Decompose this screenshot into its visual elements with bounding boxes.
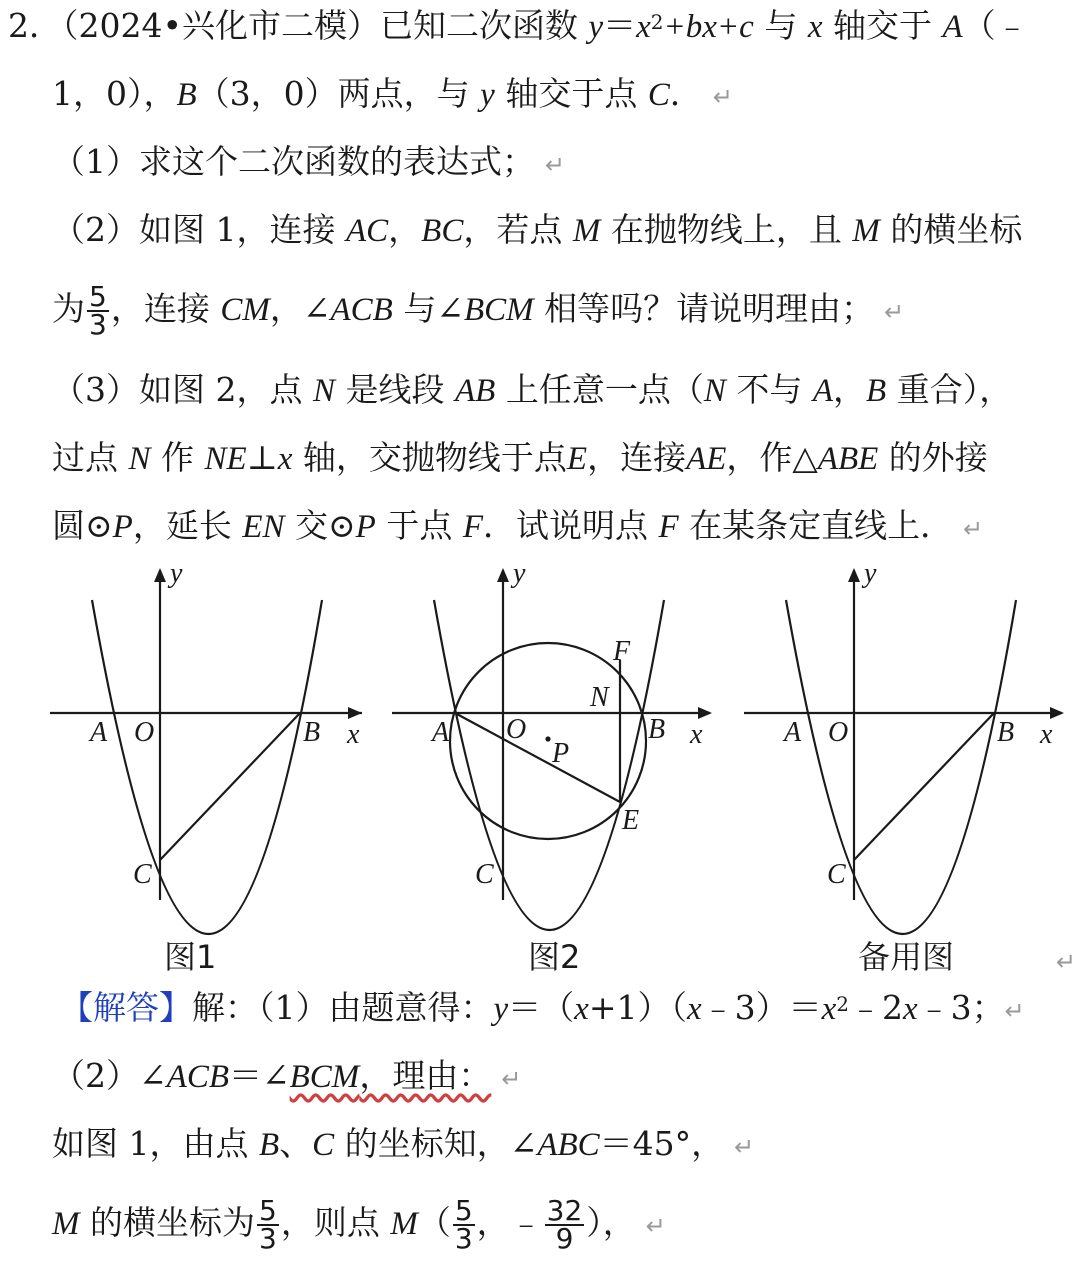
var: N bbox=[128, 441, 151, 477]
fraction-numerator: 5 bbox=[259, 1194, 277, 1227]
text: 上任意一点（ bbox=[505, 370, 704, 409]
segment-BC bbox=[160, 713, 300, 860]
x-axis-arrow-icon bbox=[348, 707, 362, 719]
text: ＝（ bbox=[508, 988, 575, 1027]
solution-line-2 bbox=[52, 1056, 521, 1099]
var: N bbox=[703, 373, 726, 409]
label-O: O bbox=[134, 717, 155, 748]
var: M bbox=[852, 213, 880, 249]
label-C: C bbox=[827, 859, 846, 890]
return-mark-icon: ↵ bbox=[1004, 997, 1025, 1025]
var: P bbox=[355, 509, 376, 545]
figures bbox=[0, 560, 1080, 940]
label-C: C bbox=[133, 859, 152, 890]
var: y bbox=[493, 991, 509, 1027]
solution-line-1 bbox=[60, 988, 1025, 1031]
label-F: F bbox=[613, 636, 631, 667]
fraction-denominator: 3 bbox=[259, 1222, 277, 1255]
text: 轴交于 bbox=[833, 6, 932, 45]
point-P bbox=[545, 736, 550, 741]
text: （2）∠ bbox=[52, 1056, 167, 1095]
text: 与 bbox=[764, 6, 798, 45]
text: 重合）， bbox=[896, 370, 1013, 409]
y-axis-arrow-icon bbox=[497, 568, 509, 582]
fraction-numerator: 32 bbox=[546, 1194, 583, 1227]
var: ABE bbox=[817, 441, 879, 477]
text: ＝45°， bbox=[599, 1124, 725, 1163]
var: F bbox=[462, 509, 483, 545]
part1-line bbox=[52, 142, 565, 185]
text: 、 bbox=[279, 1124, 313, 1163]
text: ）， bbox=[586, 1203, 636, 1242]
problem-number: 2． bbox=[8, 6, 62, 45]
text: 在抛物线上，且 bbox=[610, 210, 842, 249]
text: ，若点 bbox=[463, 210, 563, 249]
fraction bbox=[87, 280, 109, 341]
label-y: y bbox=[170, 560, 183, 589]
text: ，作△ bbox=[726, 438, 818, 477]
label-O: O bbox=[506, 714, 527, 745]
text: ． bbox=[669, 74, 703, 113]
segment-BC bbox=[854, 713, 994, 860]
text: +1）（ bbox=[588, 988, 687, 1027]
text: 轴，交抛物线于点 bbox=[302, 438, 567, 477]
var: x bbox=[821, 991, 837, 1027]
segment-AE bbox=[455, 713, 620, 802]
text: ＝ bbox=[603, 6, 637, 45]
y-axis-arrow-icon bbox=[154, 568, 166, 582]
text: 于点 bbox=[386, 506, 453, 545]
text: （﹣ bbox=[962, 6, 1029, 45]
return-mark-icon: ↵ bbox=[501, 1065, 522, 1093]
text: 不与 bbox=[736, 370, 803, 409]
return-mark-icon: ↵ bbox=[1056, 948, 1077, 976]
figure-1 bbox=[50, 560, 362, 934]
label-N: N bbox=[590, 682, 609, 713]
var: A bbox=[812, 373, 834, 409]
text: 1，0）， bbox=[52, 74, 177, 113]
text: ．试说明点 bbox=[483, 506, 648, 545]
var: BC bbox=[421, 213, 464, 249]
text: 如图 1，由点 bbox=[52, 1124, 249, 1163]
text: （2）如图 1，连接 bbox=[52, 210, 336, 249]
var: ACB bbox=[166, 1059, 229, 1095]
solution-tag: 【解答】 bbox=[60, 988, 192, 1027]
label-E: E bbox=[622, 805, 640, 836]
return-mark-icon: ↵ bbox=[545, 151, 566, 179]
fraction-numerator: 5 bbox=[454, 1194, 473, 1227]
part3-line-3 bbox=[52, 506, 983, 549]
figure-2 bbox=[392, 560, 712, 930]
var: x bbox=[686, 991, 702, 1027]
text: （3）如图 2，点 bbox=[52, 370, 303, 409]
var: EN bbox=[242, 509, 285, 545]
text: ⊥ bbox=[246, 438, 278, 477]
figure-2-caption: 图2 bbox=[528, 938, 581, 976]
fraction-numerator: 5 bbox=[89, 280, 107, 313]
return-mark-icon: ↵ bbox=[734, 1133, 755, 1161]
label-y: y bbox=[513, 560, 526, 589]
text: 的外接 bbox=[888, 438, 988, 477]
return-mark-icon: ↵ bbox=[645, 1212, 666, 1240]
var: x bbox=[277, 441, 293, 477]
text: 作 bbox=[161, 438, 195, 477]
var: x bbox=[574, 991, 589, 1027]
text: 解：（1）由题意得： bbox=[192, 988, 494, 1027]
var: M bbox=[52, 1206, 80, 1242]
label-x: x bbox=[1040, 719, 1053, 750]
var: C bbox=[312, 1127, 335, 1163]
text: ，﹣ bbox=[476, 1203, 543, 1242]
text: 的横坐标 bbox=[890, 210, 1023, 249]
return-mark-icon: ↵ bbox=[963, 515, 984, 543]
text: ，∠ bbox=[269, 289, 331, 328]
var: B bbox=[866, 373, 887, 409]
fraction-denominator: 3 bbox=[454, 1222, 473, 1255]
label-P: P bbox=[552, 738, 570, 769]
parabola bbox=[786, 600, 1016, 934]
var: B bbox=[176, 77, 197, 113]
var: A bbox=[942, 9, 963, 45]
solution-line-3 bbox=[52, 1124, 754, 1167]
var: C bbox=[647, 77, 670, 113]
var: F bbox=[658, 509, 679, 545]
fraction-denominator: 3 bbox=[89, 308, 107, 341]
label-A: A bbox=[90, 717, 108, 748]
text: ，则点 bbox=[280, 1203, 380, 1242]
problem-line-2 bbox=[52, 74, 733, 117]
text: ，连接 bbox=[587, 438, 687, 477]
var: CM bbox=[220, 292, 270, 328]
var: AC bbox=[345, 213, 389, 249]
fraction bbox=[545, 1194, 585, 1255]
var: BCM bbox=[463, 292, 534, 328]
text: （ bbox=[417, 1203, 451, 1242]
part1-text: （1）求这个二次函数的表达式； bbox=[52, 142, 535, 181]
var: ABC bbox=[537, 1127, 600, 1163]
var: AB bbox=[455, 373, 496, 409]
figure-3-caption: 备用图 bbox=[858, 938, 955, 976]
return-mark-icon: ↵ bbox=[712, 83, 733, 111]
text: ，理由： bbox=[359, 1056, 492, 1095]
var: AE bbox=[686, 441, 727, 477]
text: ﹣3； bbox=[917, 988, 1005, 1027]
problem-source: （2024•兴化市二模） bbox=[62, 6, 380, 45]
label-B: B bbox=[648, 714, 666, 745]
fraction bbox=[453, 1194, 475, 1255]
exponent: 2 bbox=[836, 992, 850, 1016]
figure-3 bbox=[744, 560, 1064, 934]
text: 在某条定直线上． bbox=[689, 506, 954, 545]
text: 的横坐标为 bbox=[90, 1203, 255, 1242]
y-axis-arrow-icon bbox=[848, 568, 860, 582]
text: 交⊙ bbox=[295, 506, 356, 545]
text: 轴交于点 bbox=[505, 74, 638, 113]
var: M bbox=[572, 213, 601, 249]
var: M bbox=[390, 1206, 418, 1242]
label-A: A bbox=[432, 717, 450, 748]
parabola bbox=[92, 600, 322, 934]
label-C: C bbox=[475, 859, 494, 890]
var: BCM bbox=[289, 1059, 360, 1095]
figure-1-caption: 图1 bbox=[164, 938, 217, 976]
label-x: x bbox=[690, 719, 703, 750]
var: +bx+c bbox=[663, 9, 754, 45]
var: ACB bbox=[330, 292, 393, 328]
part3-line-2 bbox=[52, 438, 988, 479]
return-mark-icon: ↵ bbox=[884, 298, 905, 326]
exponent: 2 bbox=[650, 10, 664, 34]
text: ， bbox=[833, 370, 867, 409]
text: 为 bbox=[52, 289, 85, 328]
text: ＝∠ bbox=[228, 1056, 290, 1095]
var: y bbox=[480, 77, 495, 113]
solution-line-4 bbox=[52, 1194, 666, 1255]
part2-line-1 bbox=[52, 210, 1022, 251]
var: N bbox=[312, 373, 335, 409]
x-axis-arrow-icon bbox=[1050, 707, 1064, 719]
text: 的坐标知，∠ bbox=[344, 1124, 538, 1163]
problem-text: 已知二次函数 bbox=[379, 6, 578, 45]
var: x bbox=[903, 991, 918, 1027]
text: ﹣3）＝ bbox=[701, 988, 822, 1027]
text: ，延长 bbox=[132, 506, 232, 545]
text: ，连接 bbox=[110, 289, 210, 328]
problem-line-1 bbox=[8, 6, 1029, 47]
label-y: y bbox=[864, 560, 877, 589]
var: B bbox=[259, 1127, 280, 1163]
var: P bbox=[112, 509, 133, 545]
var: x bbox=[807, 9, 823, 45]
fraction-denominator: 9 bbox=[555, 1222, 574, 1255]
label-A: A bbox=[784, 717, 802, 748]
x-axis-arrow-icon bbox=[698, 707, 712, 719]
text: （3，0）两点，与 bbox=[196, 74, 470, 113]
label-B: B bbox=[303, 717, 321, 748]
label-B: B bbox=[997, 717, 1015, 748]
var: y bbox=[588, 9, 604, 45]
part2-line-2 bbox=[52, 280, 905, 341]
label-O: O bbox=[828, 717, 849, 748]
part3-line-1 bbox=[52, 370, 1012, 411]
text: 相等吗？请说明理由； bbox=[544, 289, 875, 328]
var: E bbox=[566, 441, 588, 477]
var: NE bbox=[204, 441, 247, 477]
label-x: x bbox=[347, 719, 360, 750]
text: 是线段 bbox=[345, 370, 445, 409]
var: x bbox=[636, 9, 651, 45]
text: 过点 bbox=[52, 438, 118, 477]
text: 圆⊙ bbox=[52, 506, 113, 545]
fraction bbox=[257, 1194, 279, 1255]
text: ， bbox=[388, 210, 422, 249]
text: ﹣2 bbox=[849, 988, 904, 1027]
text: 与∠ bbox=[403, 289, 464, 328]
